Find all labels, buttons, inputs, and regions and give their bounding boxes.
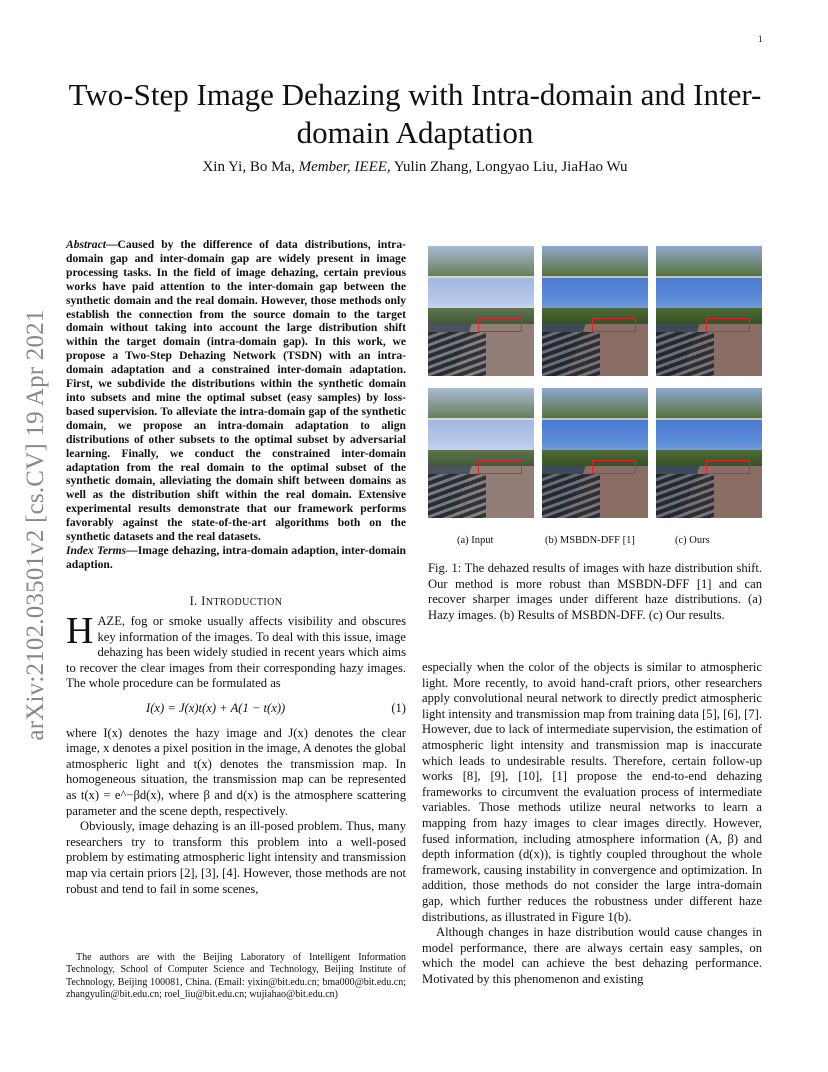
author-names-1: Xin Yi, Bo Ma, bbox=[202, 159, 295, 175]
index-terms bbox=[66, 544, 406, 572]
equation-1 bbox=[66, 701, 406, 717]
right-paragraph-1: especially when the color of the objects is similar to atmospheric light. More recently, to avoid hand-craft priors, other researchers apply convolutional neural network to directly predict atmospheric light intensity and transmission map from training data [5], [6], [7]. However, due to lack of intermediate supervision, the estimation of atmospheric light intensity and transmission map is inaccurate which leads to undesirable results. Therefore, certain follow-up works [8], [9], [10], [1] propose the end-to-end dehazing frameworks to circumvent the evaluation process of intermediate variables. Those methods utilize neural networks to learn a mapping from hazy images to clear images directly. However, fused information, including atmosphere information (A, β) and depth information (d(x)), is tightly coupled throughout the whole framework, causing instability in convergence and optimization. In addition, those methods do not consider the large intra-domain gap, which further reduces the robustness under different haze distributions, as illustrated in Figure 1(b). bbox=[422, 660, 762, 924]
abstract-label: Abstract bbox=[66, 238, 106, 251]
author-line bbox=[60, 159, 770, 176]
page-number: 1 bbox=[758, 34, 763, 44]
figure-image-a-top bbox=[428, 246, 534, 376]
right-paragraph-2: Although changes in haze distribution would cause changes in model performance, there are always certain easy samples, on which the model can achieve the best dehazing performance. Motivated by this phenomenon and existing bbox=[422, 925, 762, 986]
figure-image-a-bottom bbox=[428, 388, 534, 518]
section-title-rest: NTRODUCTION bbox=[205, 597, 283, 608]
section-numeral: I. bbox=[189, 594, 198, 608]
arxiv-identifier bbox=[6, 290, 66, 760]
author-membership: Member, IEEE, bbox=[298, 159, 391, 175]
intro-paragraph-3: Obviously, image dehazing is an ill-posed problem. Thus, many researchers try to transform this problem into a well-posed problem by estimating atmospheric light intensity and transmission map via certain priors [2], [3], [4]. However, those methods are not robust and tend to fail in some scenes, bbox=[66, 819, 406, 896]
figure-subcaptions bbox=[428, 535, 762, 549]
intro-paragraph-1: AZE, fog or smoke usually affects visibility and obscures key information of the images. To deal with this issue, image dehazing has been widely studied in recent years which aims to recover the clear images from their corresponding hazy images. The whole procedure can be formulated as bbox=[66, 614, 406, 691]
index-terms-label: Index Terms bbox=[66, 544, 127, 557]
intro-paragraph-2: where I(x) denotes the hazy image and J(x) denotes the clear image, x denotes a pixel position in the image, A denotes the global atmospheric light and t(x) denotes the transmission map. In homogeneous situation, the transmission map can be represented as t(x) = e^−βd(x), where β and d(x) is the atmosphere scattering parameter and the scene depth, respectively. bbox=[66, 725, 406, 818]
index-terms-text: —Image dehazing, intra-domain adaption, inter-domain adaption. bbox=[66, 544, 407, 571]
section-heading bbox=[66, 594, 406, 609]
arxiv-identifier-text: arXiv:2102.03501v2 [cs.CV] 19 Apr 2021 bbox=[22, 309, 49, 741]
figure-caption: Fig. 1: The dehazed results of images with haze distribution shift. Our method is more robust than MSBDN-DFF [1] and can recover sharper images under different haze distributions. (a) Hazy images. (b) Results of MSBDN-DFF. (c) Our results. bbox=[428, 561, 762, 622]
equation-text: I(x) = J(x)t(x) + A(1 − t(x)) bbox=[146, 700, 286, 715]
footnote bbox=[66, 952, 406, 1002]
figure-image-b-top bbox=[542, 246, 648, 376]
figure-image-c-top bbox=[656, 246, 762, 376]
abstract-text: —Caused by the difference of data distributions, intra-domain gap and inter-domain gap are widely present in image processing tasks. In the field of image dehazing, certain previous works have paid attention to the inter-domain gap between the synthetic domain and the real domain. However, those methods only establish the connection from the source domain to the target domain without taking into account the large distribution shift within the target domain (intra-domain gap). In this work, we propose a Two-Step Dehazing Network (TSDN) with an intra-domain adaptation and a constrained inter-domain adaptation. First, we subdivide the distributions within the synthetic domain into subsets and mine the optimal subset (easy samples) by loss-based supervision. To alleviate the intra-domain gap of the synthetic domain, we propose an intra-domain adaptation to align distributions of other subsets to the optimal subset by adversarial learning. Finally, we conduct the constrained inter-domain adaptation from the real domain to the optimal subset of the synthetic domain, alleviating the domain shift between domains as well as the distribution shift within the real domain. Extensive experimental results demonstrate that our framework performs favorably against the state-of-the-art algorithms both on the synthetic datasets and the real datasets. bbox=[66, 238, 406, 544]
subcaption-c: (c) Ours bbox=[675, 535, 710, 546]
subcaption-b: (b) MSBDN-DFF [1] bbox=[545, 535, 635, 546]
abstract bbox=[66, 238, 406, 544]
author-names-2: Yulin Zhang, Longyao Liu, JiaHao Wu bbox=[393, 159, 628, 175]
right-column-body bbox=[422, 660, 762, 987]
figure-image-b-bottom bbox=[542, 388, 648, 518]
paper-title: Two-Step Image Dehazing with Intra-domain and Inter-domain Adaptation bbox=[68, 77, 762, 150]
section-title-cap: I bbox=[201, 594, 206, 608]
equation-number: (1) bbox=[391, 700, 406, 715]
drop-cap: H bbox=[66, 610, 94, 652]
figure-image-c-bottom bbox=[656, 388, 762, 518]
figure-1 bbox=[428, 246, 762, 518]
introduction-body bbox=[66, 610, 406, 897]
footnote-text: The authors are with the Beijing Laboratory of Intelligent Information Technology, School of Computer Science and Technology, Beijing Institute of Technology, Beijing 100081, China. (Email: yixin@bit.edu.cn; bma000@bit.edu.cn; zhangyulin@bit.edu.cn; roel_liu@bit.edu.cn; wujiahao@bit.edu.cn) bbox=[66, 952, 406, 1001]
subcaption-a: (a) Input bbox=[457, 535, 494, 546]
